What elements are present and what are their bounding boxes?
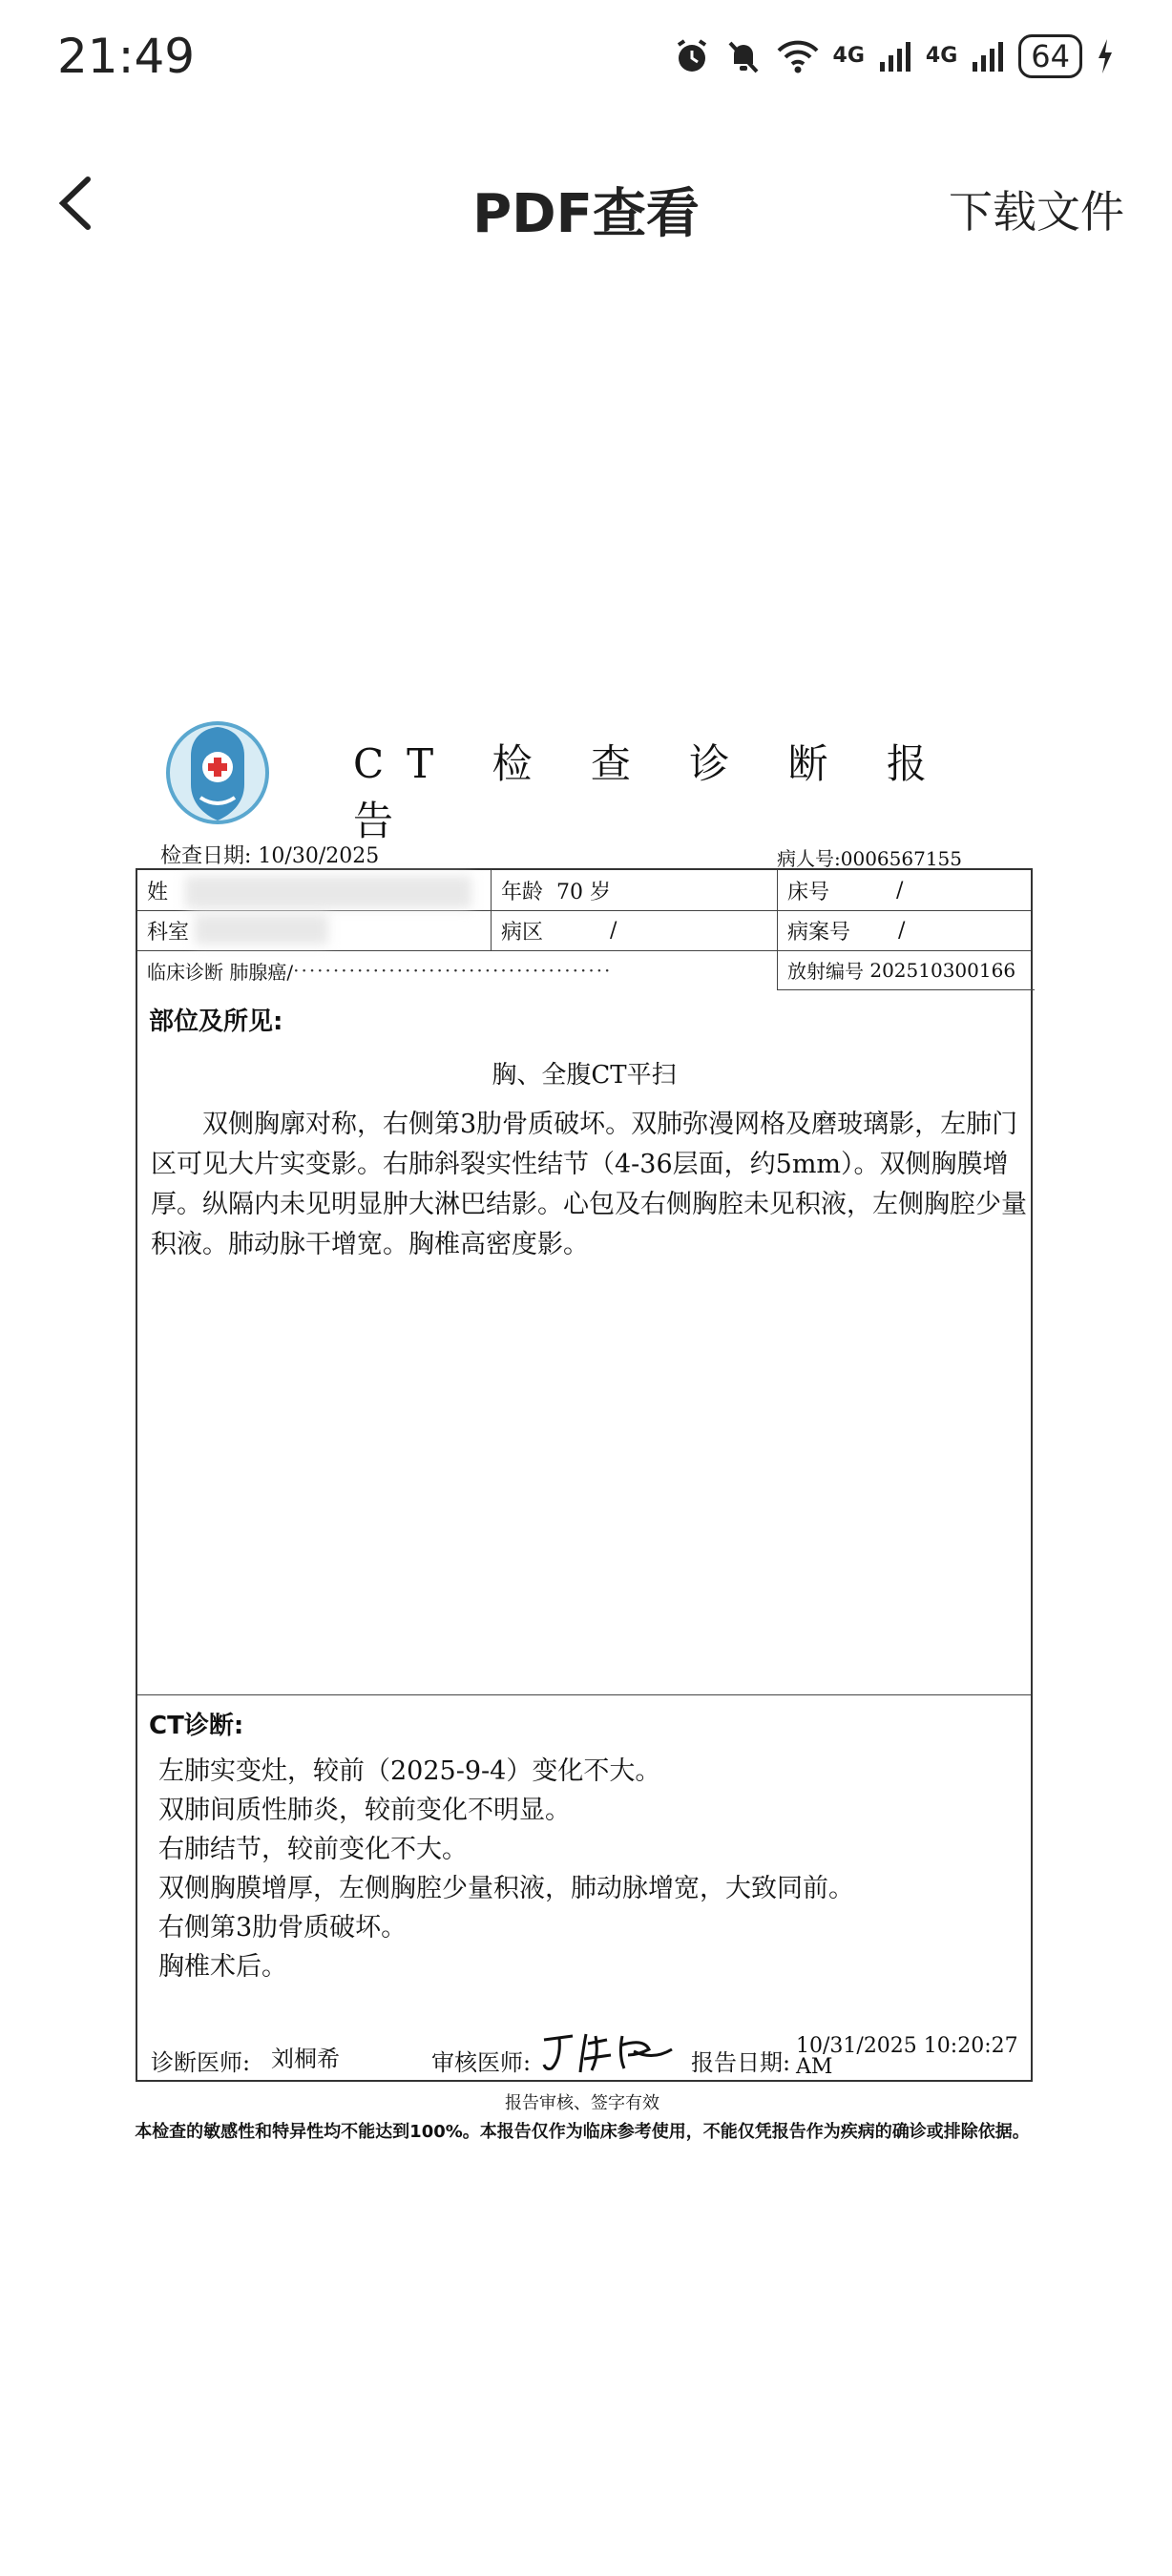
mute-bell-icon	[724, 37, 763, 75]
exam-date	[160, 840, 379, 869]
download-file-button[interactable]: 下载文件	[949, 186, 1124, 238]
status-icons	[673, 34, 1115, 78]
age-cell	[491, 870, 777, 910]
report-frame	[136, 868, 1033, 2082]
alarm-icon	[673, 37, 711, 75]
dept-label: 科室	[147, 920, 190, 945]
report-footer	[137, 2025, 1031, 2082]
clinical-cell: 临床诊断 肺腺癌/ ········································	[137, 950, 777, 990]
case-cell	[777, 910, 1035, 950]
pdf-document	[124, 706, 1040, 2233]
radio-cell	[777, 950, 1035, 990]
bed-cell	[777, 870, 1035, 910]
diagnosis-item: 左肺实变灶，较前（2025-9-4）变化不大。	[158, 1756, 661, 1786]
clinical-value: 肺腺癌/	[229, 960, 294, 984]
diagnosis-item: 双肺间质性肺炎，较前变化不明显。	[158, 1796, 571, 1825]
case-label: 病案号	[787, 920, 851, 945]
ward-cell	[491, 910, 777, 950]
radio-value: 202510300166	[869, 958, 1016, 982]
page-title: PDF查看	[472, 183, 700, 245]
diagnosis-item: 右肺结节，较前变化不大。	[158, 1835, 468, 1864]
charging-icon	[1096, 37, 1115, 75]
diagnosis-list	[158, 1752, 854, 1986]
clinical-label: 临床诊断	[147, 960, 223, 984]
ward-label: 病区	[501, 920, 544, 945]
age-label: 年龄	[501, 880, 544, 904]
diagnosis-item: 双侧胸膜增厚，左侧胸腔少量积液，肺动脉增宽，大致同前。	[158, 1874, 854, 1903]
name-cell	[137, 870, 491, 910]
hospital-logo-icon	[162, 717, 273, 828]
redacted-dept	[195, 914, 328, 945]
report-title: CT 检 查 诊 断 报 告	[353, 740, 950, 844]
age-value: 70 岁	[556, 880, 612, 904]
network-type-label: 4G	[832, 44, 865, 68]
diagnosis-heading: CT诊断:	[149, 1712, 244, 1740]
patient-id-label: 病人号:	[777, 847, 841, 870]
reviewer-label: 审核医师:	[431, 2049, 532, 2076]
status-bar	[0, 0, 1172, 114]
exam-name: 胸、全腹CT平扫	[492, 1061, 677, 1090]
info-row-2	[137, 910, 1031, 951]
info-row-1	[137, 870, 1031, 911]
signal-icon-2	[971, 39, 1005, 73]
diagnosis-item: 右侧第3肋骨质破坏。	[158, 1913, 408, 1942]
report-date-value: 10/31/2025 10:20:27 AM	[796, 2034, 1018, 2079]
network-type-label-2: 4G	[925, 44, 958, 68]
findings-heading: 部位及所见:	[149, 1008, 283, 1036]
radio-label: 放射编号	[787, 960, 864, 983]
patient-id-value: 0006567155	[840, 847, 962, 870]
wifi-icon	[776, 37, 820, 75]
clock: 21:49	[57, 29, 196, 84]
signal-icon	[878, 39, 912, 73]
ward-value: /	[610, 918, 617, 943]
dept-cell	[137, 910, 491, 950]
redacted-name	[185, 876, 471, 908]
battery-level: 64	[1018, 34, 1082, 78]
bed-value: /	[896, 878, 904, 903]
bed-label: 床号	[787, 880, 830, 904]
review-note: 报告审核、签字有效	[505, 2093, 659, 2113]
patient-id	[777, 843, 962, 871]
disclaimer: 本检查的敏感性和特异性均不能达到100%。本报告仅作为临床参考使用，不能仅凭报告作为疾病的确诊或排除依据。	[135, 2122, 1030, 2142]
exam-date-label: 检查日期:	[160, 844, 252, 868]
doctor-name: 刘桐希	[271, 2046, 340, 2072]
findings-text: 双侧胸廓对称，右侧第3肋骨质破坏。双肺弥漫网格及磨玻璃影，左肺门区可见大片实变影。右肺斜裂实性结节（4-36层面，约5mm）。双侧胸膜增厚。纵隔内未见明显肿大淋巴结影。心包及右侧胸腔未见积液，左侧胸腔少量积液。肺动脉干增宽。胸椎高密度影。	[151, 1110, 1027, 1259]
section-divider	[137, 1694, 1031, 1695]
case-value: /	[898, 918, 906, 943]
reviewer-signature	[538, 2026, 681, 2080]
info-row-3	[137, 950, 1031, 990]
exam-date-value: 10/30/2025	[258, 844, 380, 868]
doctor-label: 诊断医师:	[151, 2049, 251, 2076]
app-header	[0, 143, 1172, 267]
diagnosis-item: 胸椎术后。	[158, 1952, 287, 1982]
report-date-label: 报告日期:	[691, 2049, 791, 2076]
name-label: 姓	[147, 880, 169, 904]
